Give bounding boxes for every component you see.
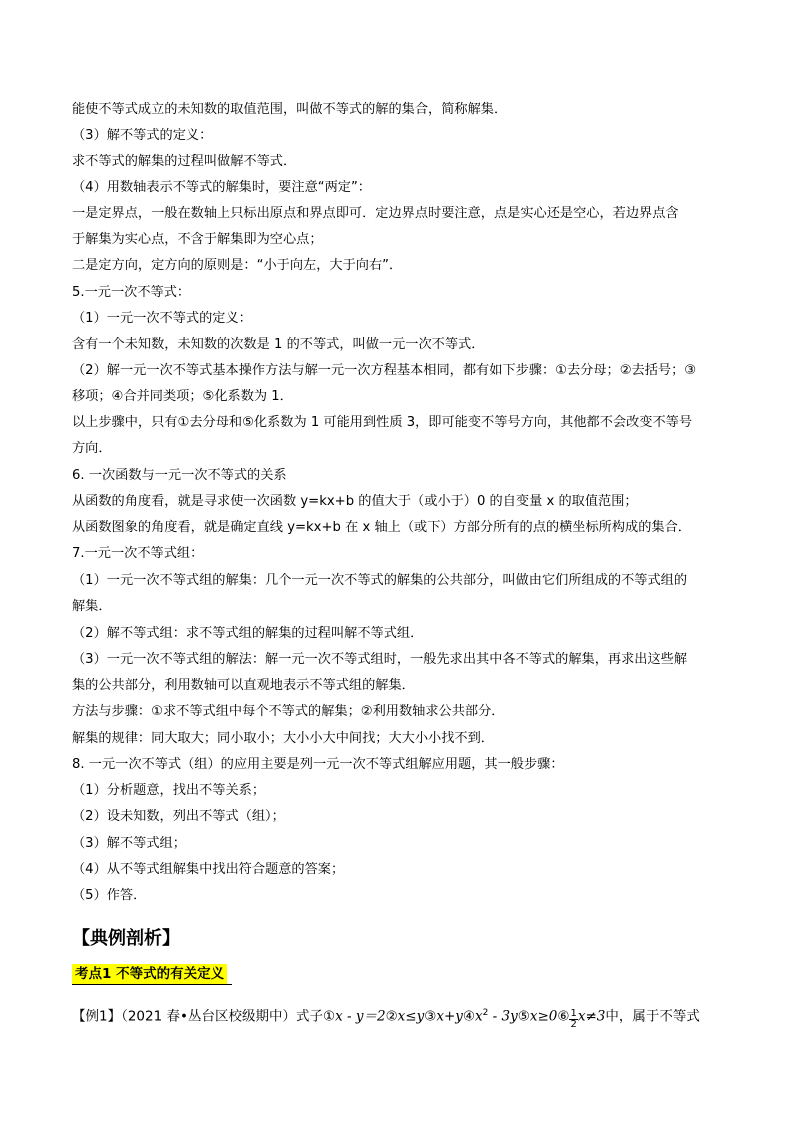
expr-1: x - y＝2 xyxy=(335,1008,386,1025)
text-line: 7.一元一次不等式组： xyxy=(72,546,204,561)
fraction-denominator: 2 xyxy=(570,1018,577,1030)
text-line: （2）解不等式组：求不等式组的解集的过程叫解不等式组． xyxy=(72,626,424,641)
text-line: 以上步骤中，只有①去分母和⑤化系数为 1 可能用到性质 3，即可能变不等号方向，其他都不会改变不等号 xyxy=(72,415,693,430)
text-line: 方法与步骤：①求不等式组中每个不等式的解集；②利用数轴求公共部分． xyxy=(72,704,505,719)
text-line: （1）一元一次不等式组的解集：几个一元一次不等式的解集的公共部分，叫做由它们所组成的不等式组的 xyxy=(72,573,688,588)
example-source: （2021 春•丛台区校级期中） xyxy=(121,1008,296,1025)
text-line: 从函数图象的角度看，就是确定直线 y=kx+b 在 x 轴上（或下）方部分所有的点的横坐标所构成的集合． xyxy=(72,520,691,535)
text-line: 8. 一元一次不等式（组）的应用主要是列一元一次不等式组解应用题，其一般步骤： xyxy=(72,757,564,772)
topic-underline xyxy=(72,984,232,985)
text-line: 移项；④合并同类项；⑤化系数为 1． xyxy=(72,389,293,404)
fraction-numerator: 1 xyxy=(570,1007,577,1019)
expr-6: x≠3 xyxy=(577,1008,606,1025)
section-title: 【典例剖析】 xyxy=(72,928,180,949)
text-line: （1）分析题意，找出不等关系； xyxy=(72,783,266,798)
text-line: （3）解不等式的定义： xyxy=(72,128,213,143)
example-question xyxy=(72,1004,700,1030)
text-line: （5）作答． xyxy=(72,888,147,903)
text-line: 能使不等式成立的未知数的取值范围，叫做不等式的解的集合，简称解集． xyxy=(72,102,508,117)
text-line: 二是定方向，定方向的原则是：“小于向左，大于向右”． xyxy=(72,258,403,273)
text-line: 方向． xyxy=(72,441,112,456)
item-mark-5: ⑤ xyxy=(517,1008,530,1025)
expr-3: x+y xyxy=(436,1008,463,1025)
text-line: 解集的规律：同大取大；同小取小；大小小大中间找；大大小小找不到． xyxy=(72,731,494,746)
text-line: （3）一元一次不等式组的解法：解一元一次不等式组时，一般先求出其中各不等式的解集，再求出这些解 xyxy=(72,652,688,667)
expr-4-rest: - 3y xyxy=(488,1008,518,1025)
item-mark-3: ③ xyxy=(424,1008,437,1025)
text-line: （4）从不等式组解集中找出符合题意的答案； xyxy=(72,862,345,877)
text-line: 5.一元一次不等式： xyxy=(72,285,191,300)
expr-4-base: x xyxy=(475,1008,483,1025)
example-tail: 中，属于不等式 xyxy=(605,1008,700,1025)
fraction-one-half xyxy=(569,1009,577,1030)
text-line: 求不等式的解集的过程叫做解不等式． xyxy=(72,154,297,169)
text-line: 于解集为实心点，不含于解集即为空心点； xyxy=(72,232,323,247)
example-lead: 式子 xyxy=(295,1008,323,1025)
text-line: （3）解不等式组； xyxy=(72,836,186,851)
text-line: （1）一元一次不等式的定义： xyxy=(72,311,252,326)
expr-4-exponent: 2 xyxy=(482,1008,489,1018)
text-line: 解集． xyxy=(72,599,112,614)
item-mark-2: ② xyxy=(385,1008,398,1025)
text-line: 从函数的角度看，就是寻求使一次函数 y=kx+b 的值大于（或小于）0 的自变量 x 的取值范围； xyxy=(72,494,638,509)
item-mark-4: ④ xyxy=(462,1008,476,1025)
expr-2: x≤y xyxy=(397,1008,425,1025)
item-mark-1: ① xyxy=(322,1008,336,1025)
example-label: 【例1】 xyxy=(72,1008,122,1025)
item-mark-6: ⑥ xyxy=(557,1008,570,1025)
expr-5: x≥0 xyxy=(529,1008,558,1025)
text-line: 含有一个未知数，未知数的次数是 1 的不等式，叫做一元一次不等式． xyxy=(72,337,485,352)
text-line: （2）设未知数，列出不等式（组）； xyxy=(72,809,285,824)
topic-highlight-label: 考点1 不等式的有关定义 xyxy=(72,964,227,984)
text-line: 一是定界点，一般在数轴上只标出原点和界点即可．定边界点时要注意，点是实心还是空心，若边界点含 xyxy=(72,206,679,221)
text-line: 集的公共部分，利用数轴可以直观地表示不等式组的解集． xyxy=(72,678,415,693)
text-line: 6. 一次函数与一元一次不等式的关系 xyxy=(72,468,287,483)
text-line: （4）用数轴表示不等式的解集时，要注意“两定”： xyxy=(72,180,371,195)
text-line: （2）解一元一次不等式基本操作方法与解一元一次方程基本相同，都有如下步骤：①去分母；②去括号；③ xyxy=(72,363,697,378)
